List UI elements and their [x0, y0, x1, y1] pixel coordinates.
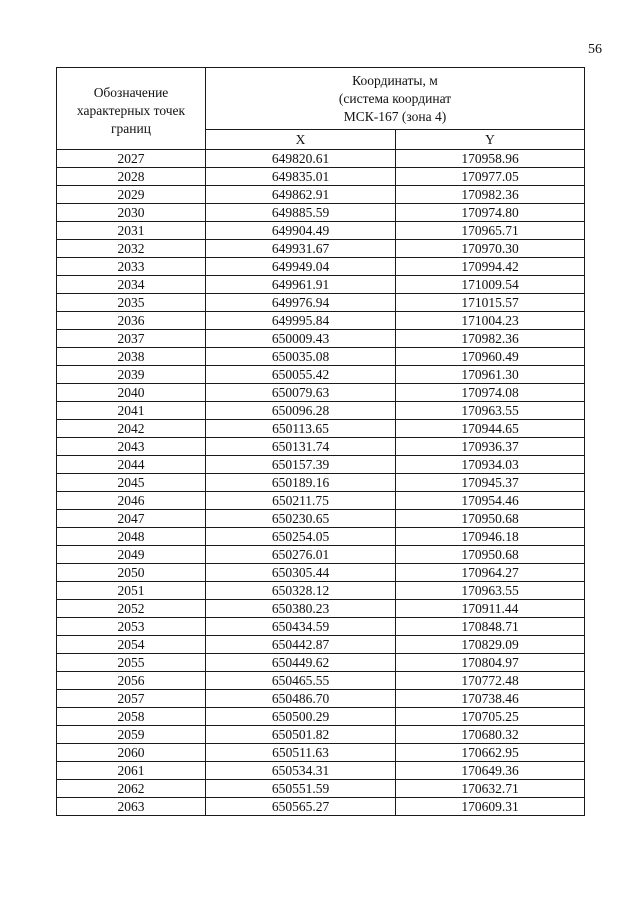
x-column-header: X [206, 130, 396, 150]
y-coordinate-cell: 170974.80 [396, 204, 585, 222]
x-coordinate-cell: 650009.43 [206, 330, 396, 348]
x-coordinate-cell: 649862.91 [206, 186, 396, 204]
point-id-cell: 2035 [57, 294, 206, 312]
coordinates-header-line-3: МСК-167 (зона 4) [343, 109, 447, 124]
point-id-cell: 2034 [57, 276, 206, 294]
y-coordinate-cell: 170632.71 [396, 780, 585, 798]
point-id-cell: 2027 [57, 150, 206, 168]
coordinates-table [56, 67, 585, 816]
point-id-cell: 2046 [57, 492, 206, 510]
y-coordinate-cell: 170829.09 [396, 636, 585, 654]
y-coordinate-cell: 170974.08 [396, 384, 585, 402]
table-row [57, 654, 585, 672]
table-row [57, 582, 585, 600]
y-coordinate-cell: 170738.46 [396, 690, 585, 708]
table-row [57, 222, 585, 240]
table-row [57, 762, 585, 780]
x-coordinate-cell: 650442.87 [206, 636, 396, 654]
point-id-cell: 2033 [57, 258, 206, 276]
point-id-cell: 2039 [57, 366, 206, 384]
y-coordinate-cell: 170804.97 [396, 654, 585, 672]
point-id-cell: 2051 [57, 582, 206, 600]
point-id-cell: 2062 [57, 780, 206, 798]
y-coordinate-cell: 170982.36 [396, 186, 585, 204]
table-row [57, 726, 585, 744]
x-coordinate-cell: 650500.29 [206, 708, 396, 726]
table-row [57, 384, 585, 402]
point-designation-header: Обозначение характерных точек границ [57, 68, 206, 150]
x-coordinate-cell: 649835.01 [206, 168, 396, 186]
table-row [57, 492, 585, 510]
point-id-cell: 2055 [57, 654, 206, 672]
y-coordinate-cell: 170954.46 [396, 492, 585, 510]
table-row [57, 798, 585, 816]
table-row [57, 456, 585, 474]
x-coordinate-cell: 649904.49 [206, 222, 396, 240]
table-row [57, 780, 585, 798]
y-coordinate-cell: 170934.03 [396, 456, 585, 474]
y-coordinate-cell: 170848.71 [396, 618, 585, 636]
point-id-cell: 2047 [57, 510, 206, 528]
y-coordinate-cell: 170946.18 [396, 528, 585, 546]
point-id-cell: 2041 [57, 402, 206, 420]
point-id-cell: 2036 [57, 312, 206, 330]
y-coordinate-cell: 170609.31 [396, 798, 585, 816]
y-coordinate-cell: 171004.23 [396, 312, 585, 330]
y-coordinate-cell: 170964.27 [396, 564, 585, 582]
y-coordinate-cell: 170961.30 [396, 366, 585, 384]
y-coordinate-cell: 171009.54 [396, 276, 585, 294]
table-row [57, 564, 585, 582]
point-id-cell: 2030 [57, 204, 206, 222]
point-id-cell: 2045 [57, 474, 206, 492]
x-coordinate-cell: 650157.39 [206, 456, 396, 474]
y-coordinate-cell: 170950.68 [396, 546, 585, 564]
table-row [57, 312, 585, 330]
point-id-cell: 2038 [57, 348, 206, 366]
table-row [57, 744, 585, 762]
table-body [57, 150, 585, 816]
y-coordinate-cell: 170965.71 [396, 222, 585, 240]
table-row [57, 150, 585, 168]
point-id-cell: 2032 [57, 240, 206, 258]
point-id-cell: 2057 [57, 690, 206, 708]
table-row [57, 474, 585, 492]
point-id-cell: 2042 [57, 420, 206, 438]
table-row [57, 438, 585, 456]
y-coordinate-cell: 171015.57 [396, 294, 585, 312]
y-column-header: Y [396, 130, 585, 150]
y-coordinate-cell: 170950.68 [396, 510, 585, 528]
table-row [57, 330, 585, 348]
x-coordinate-cell: 650565.27 [206, 798, 396, 816]
table-row [57, 528, 585, 546]
y-coordinate-cell: 170960.49 [396, 348, 585, 366]
x-coordinate-cell: 650449.62 [206, 654, 396, 672]
table-row [57, 636, 585, 654]
x-coordinate-cell: 650511.63 [206, 744, 396, 762]
table-row [57, 276, 585, 294]
x-coordinate-cell: 650113.65 [206, 420, 396, 438]
y-coordinate-cell: 170977.05 [396, 168, 585, 186]
coordinates-header [206, 68, 585, 130]
point-id-cell: 2058 [57, 708, 206, 726]
y-coordinate-cell: 170963.55 [396, 582, 585, 600]
point-id-cell: 2061 [57, 762, 206, 780]
table-row [57, 402, 585, 420]
point-id-cell: 2052 [57, 600, 206, 618]
point-id-cell: 2048 [57, 528, 206, 546]
table-row [57, 672, 585, 690]
table-row [57, 348, 585, 366]
y-coordinate-cell: 170944.65 [396, 420, 585, 438]
x-coordinate-cell: 650434.59 [206, 618, 396, 636]
x-coordinate-cell: 649949.04 [206, 258, 396, 276]
y-coordinate-cell: 170911.44 [396, 600, 585, 618]
table-row [57, 546, 585, 564]
x-coordinate-cell: 649961.91 [206, 276, 396, 294]
table-row [57, 600, 585, 618]
y-coordinate-cell: 170982.36 [396, 330, 585, 348]
point-id-cell: 2056 [57, 672, 206, 690]
y-coordinate-cell: 170680.32 [396, 726, 585, 744]
x-coordinate-cell: 650465.55 [206, 672, 396, 690]
x-coordinate-cell: 650035.08 [206, 348, 396, 366]
table-row [57, 168, 585, 186]
table-row [57, 366, 585, 384]
point-id-cell: 2059 [57, 726, 206, 744]
x-coordinate-cell: 650131.74 [206, 438, 396, 456]
y-coordinate-cell: 170963.55 [396, 402, 585, 420]
point-id-cell: 2029 [57, 186, 206, 204]
table-row [57, 420, 585, 438]
x-coordinate-cell: 650096.28 [206, 402, 396, 420]
x-coordinate-cell: 650501.82 [206, 726, 396, 744]
coordinates-header-line-2: (система координат [338, 91, 452, 106]
y-coordinate-cell: 170662.95 [396, 744, 585, 762]
point-id-cell: 2063 [57, 798, 206, 816]
table-row [57, 510, 585, 528]
table-row [57, 690, 585, 708]
y-coordinate-cell: 170649.36 [396, 762, 585, 780]
x-coordinate-cell: 650305.44 [206, 564, 396, 582]
x-coordinate-cell: 649931.67 [206, 240, 396, 258]
point-id-cell: 2054 [57, 636, 206, 654]
coordinates-header-line-1: Координаты, м [352, 73, 438, 88]
x-coordinate-cell: 650189.16 [206, 474, 396, 492]
y-coordinate-cell: 170970.30 [396, 240, 585, 258]
page-number: 56 [588, 42, 602, 57]
point-id-cell: 2040 [57, 384, 206, 402]
x-coordinate-cell: 649995.84 [206, 312, 396, 330]
x-coordinate-cell: 650551.59 [206, 780, 396, 798]
x-coordinate-cell: 650276.01 [206, 546, 396, 564]
point-id-cell: 2031 [57, 222, 206, 240]
point-id-cell: 2050 [57, 564, 206, 582]
point-id-cell: 2053 [57, 618, 206, 636]
point-id-cell: 2060 [57, 744, 206, 762]
y-coordinate-cell: 170994.42 [396, 258, 585, 276]
x-coordinate-cell: 649820.61 [206, 150, 396, 168]
y-coordinate-cell: 170772.48 [396, 672, 585, 690]
x-coordinate-cell: 650486.70 [206, 690, 396, 708]
x-coordinate-cell: 650055.42 [206, 366, 396, 384]
table-row [57, 618, 585, 636]
x-coordinate-cell: 649885.59 [206, 204, 396, 222]
x-coordinate-cell: 650254.05 [206, 528, 396, 546]
point-id-cell: 2037 [57, 330, 206, 348]
x-coordinate-cell: 649976.94 [206, 294, 396, 312]
y-coordinate-cell: 170705.25 [396, 708, 585, 726]
x-coordinate-cell: 650079.63 [206, 384, 396, 402]
table-row [57, 258, 585, 276]
x-coordinate-cell: 650380.23 [206, 600, 396, 618]
x-coordinate-cell: 650211.75 [206, 492, 396, 510]
point-id-cell: 2043 [57, 438, 206, 456]
x-coordinate-cell: 650534.31 [206, 762, 396, 780]
point-id-cell: 2049 [57, 546, 206, 564]
y-coordinate-cell: 170936.37 [396, 438, 585, 456]
y-coordinate-cell: 170958.96 [396, 150, 585, 168]
table-row [57, 240, 585, 258]
y-coordinate-cell: 170945.37 [396, 474, 585, 492]
x-coordinate-cell: 650230.65 [206, 510, 396, 528]
table-row [57, 294, 585, 312]
point-id-cell: 2028 [57, 168, 206, 186]
table-row [57, 204, 585, 222]
table-row [57, 708, 585, 726]
point-id-cell: 2044 [57, 456, 206, 474]
table-row [57, 186, 585, 204]
x-coordinate-cell: 650328.12 [206, 582, 396, 600]
